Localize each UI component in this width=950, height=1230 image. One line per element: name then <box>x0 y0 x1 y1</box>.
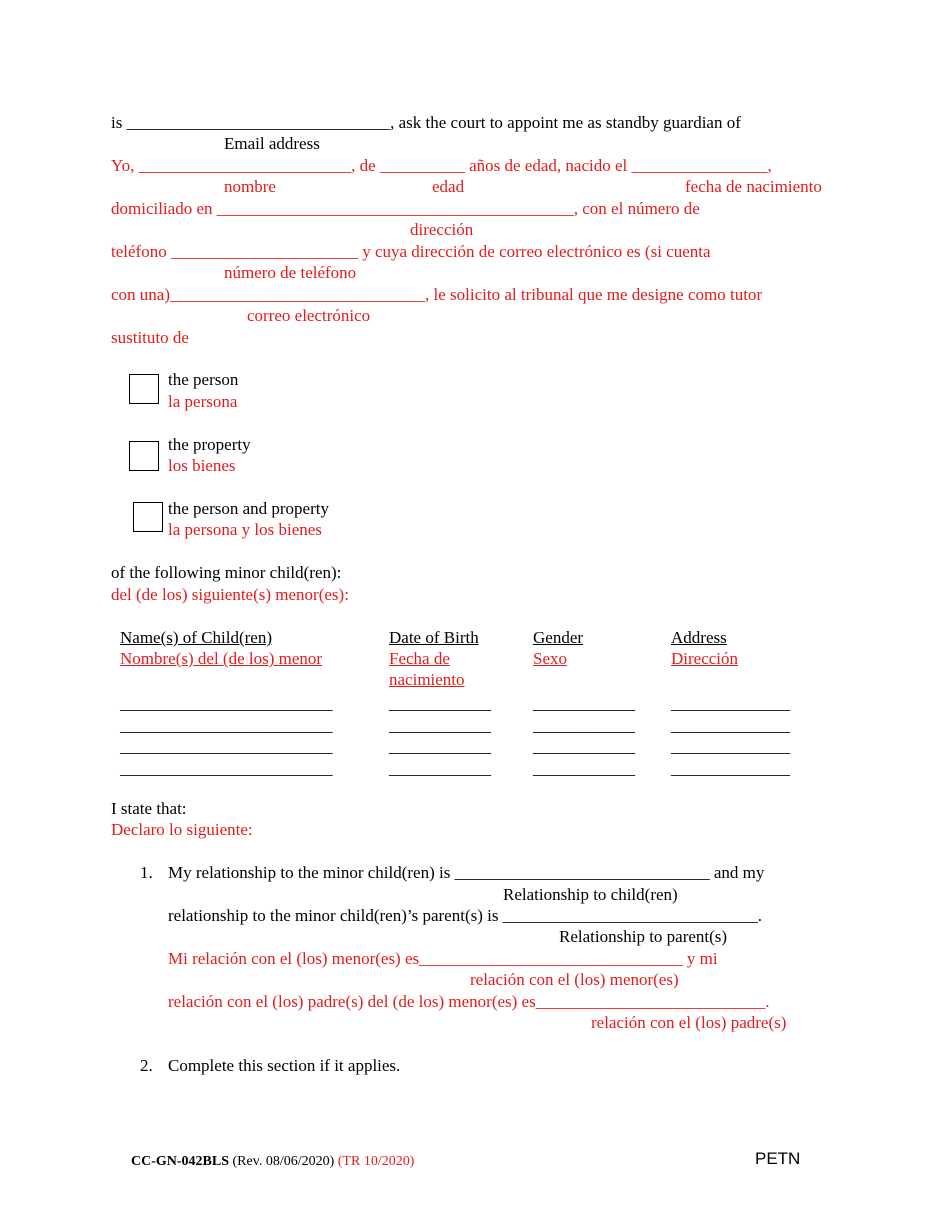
caption-relacion-menor: relación con el (los) menor(es) <box>470 970 679 989</box>
form-code: CC-GN-042BLS <box>131 1154 230 1169</box>
spanish-line-5: sustituto de <box>111 328 189 347</box>
row4-dob-blank[interactable]: ____________ <box>389 759 491 778</box>
row4-address-blank[interactable]: ______________ <box>671 759 790 778</box>
header-dob-es-2: nacimiento <box>389 670 465 689</box>
relationship-parent-blank[interactable]: ______________________________. <box>502 906 762 925</box>
header-address-en: Address <box>671 628 727 647</box>
row2-address-blank[interactable]: ______________ <box>671 716 790 735</box>
form-revision: (Rev. 08/06/2020) <box>232 1154 335 1169</box>
petn-label: PETN <box>755 1149 801 1168</box>
row3-dob-blank[interactable]: ____________ <box>389 737 491 756</box>
row1-name-blank[interactable]: _________________________ <box>120 694 333 713</box>
direccion-blank[interactable]: __________________________________________ <box>216 199 574 218</box>
correo-blank[interactable]: ______________________________ <box>170 285 426 304</box>
row1-dob-blank[interactable]: ____________ <box>389 694 491 713</box>
spanish-line-1: Yo, _________________________, de __________ años de edad, nacido el ________________, <box>111 156 772 175</box>
caption-relationship-child: Relationship to child(ren) <box>503 885 678 904</box>
header-dob-es: Fecha de <box>389 649 450 668</box>
spanish-line-4: con una)______________________________, le solicito al tribunal que me designe como tutor <box>111 285 763 304</box>
option-both-es: la persona y los bienes <box>168 520 322 539</box>
caption-edad: edad <box>432 177 465 196</box>
caption-relationship-parent: Relationship to parent(s) <box>559 927 728 946</box>
row3-address-blank[interactable]: ______________ <box>671 737 790 756</box>
option-person-en: the person <box>168 370 239 389</box>
caption-relacion-padre: relación con el (los) padre(s) <box>591 1013 787 1032</box>
property-checkbox[interactable] <box>129 441 159 471</box>
intro-lead: is <box>111 113 123 132</box>
row3-name-blank[interactable]: _________________________ <box>120 737 333 756</box>
spanish-line-3: teléfono ______________________ y cuya dirección de correo electrónico es (si cuenta <box>111 242 711 261</box>
row2-gender-blank[interactable]: ____________ <box>533 716 635 735</box>
spanish-line-2: domiciliado en __________________________________________, con el número de <box>111 199 700 218</box>
item1-number: 1. <box>140 863 153 882</box>
edad-blank[interactable]: __________ <box>379 156 465 175</box>
item1-line-en-1: My relationship to the minor child(ren) is ______________________________ and my <box>168 863 765 882</box>
fecha-blank[interactable]: ________________, <box>631 156 772 175</box>
caption-fecha: fecha de nacimiento <box>685 177 822 196</box>
item1-line-es-2: relación con el (los) padre(s) del (de los) menor(es) es___________________________. <box>168 992 770 1011</box>
caption-direccion: dirección <box>410 220 474 239</box>
row4-name-blank[interactable]: _________________________ <box>120 759 333 778</box>
option-property-es: los bienes <box>168 456 236 475</box>
item2-text: Complete this section if it applies. <box>168 1056 401 1075</box>
intro-tail: , ask the court to appoint me as standby guardian of <box>390 113 741 132</box>
header-address-es: Dirección <box>671 649 739 668</box>
item1-line-en-2: relationship to the minor child(ren)’s parent(s) is ______________________________. <box>168 906 762 925</box>
option-both-en: the person and property <box>168 499 329 518</box>
header-name-es: Nombre(s) del (de los) menor <box>120 649 323 668</box>
header-gender-en: Gender <box>533 628 584 647</box>
relacion-menor-blank[interactable]: _______________________________ <box>419 949 683 968</box>
option-property-en: the property <box>168 435 251 454</box>
children-intro-en: of the following minor child(ren): <box>111 563 342 582</box>
row1-address-blank[interactable]: ______________ <box>671 694 790 713</box>
item1-line-es-1: Mi relación con el (los) menor(es) es_______________________________ y mi <box>168 949 718 968</box>
person-checkbox[interactable] <box>129 374 159 404</box>
form-translation: (TR 10/2020) <box>337 1154 415 1169</box>
item2-number: 2. <box>140 1056 153 1075</box>
header-gender-es: Sexo <box>533 649 567 668</box>
caption-correo: correo electrónico <box>247 306 371 325</box>
children-intro-es: del (de los) siguiente(s) menor(es): <box>111 585 349 604</box>
row4-gender-blank[interactable]: ____________ <box>533 759 635 778</box>
person-and-property-checkbox[interactable] <box>133 502 163 532</box>
option-person-es: la persona <box>168 392 238 411</box>
header-name-en: Name(s) of Child(ren) <box>120 628 273 647</box>
caption-telefono: número de teléfono <box>224 263 357 282</box>
state-es: Declaro lo siguiente: <box>111 820 253 839</box>
row1-gender-blank[interactable]: ____________ <box>533 694 635 713</box>
email-caption: Email address <box>224 134 320 153</box>
row3-gender-blank[interactable]: ____________ <box>533 737 635 756</box>
relationship-child-blank[interactable]: ______________________________ <box>454 863 710 882</box>
intro-line-en <box>111 113 741 133</box>
relacion-padre-blank[interactable]: ___________________________. <box>535 992 770 1011</box>
row2-dob-blank[interactable]: ____________ <box>389 716 491 735</box>
row2-name-blank[interactable]: _________________________ <box>120 716 333 735</box>
caption-nombre: nombre <box>224 177 276 196</box>
email-blank[interactable]: _______________________________ <box>126 113 391 132</box>
nombre-blank[interactable]: _________________________ <box>138 156 352 175</box>
footer-form-id <box>131 1152 414 1172</box>
header-dob-en: Date of Birth <box>389 628 479 647</box>
state-en: I state that: <box>111 799 187 818</box>
telefono-blank[interactable]: ______________________ <box>170 242 358 261</box>
